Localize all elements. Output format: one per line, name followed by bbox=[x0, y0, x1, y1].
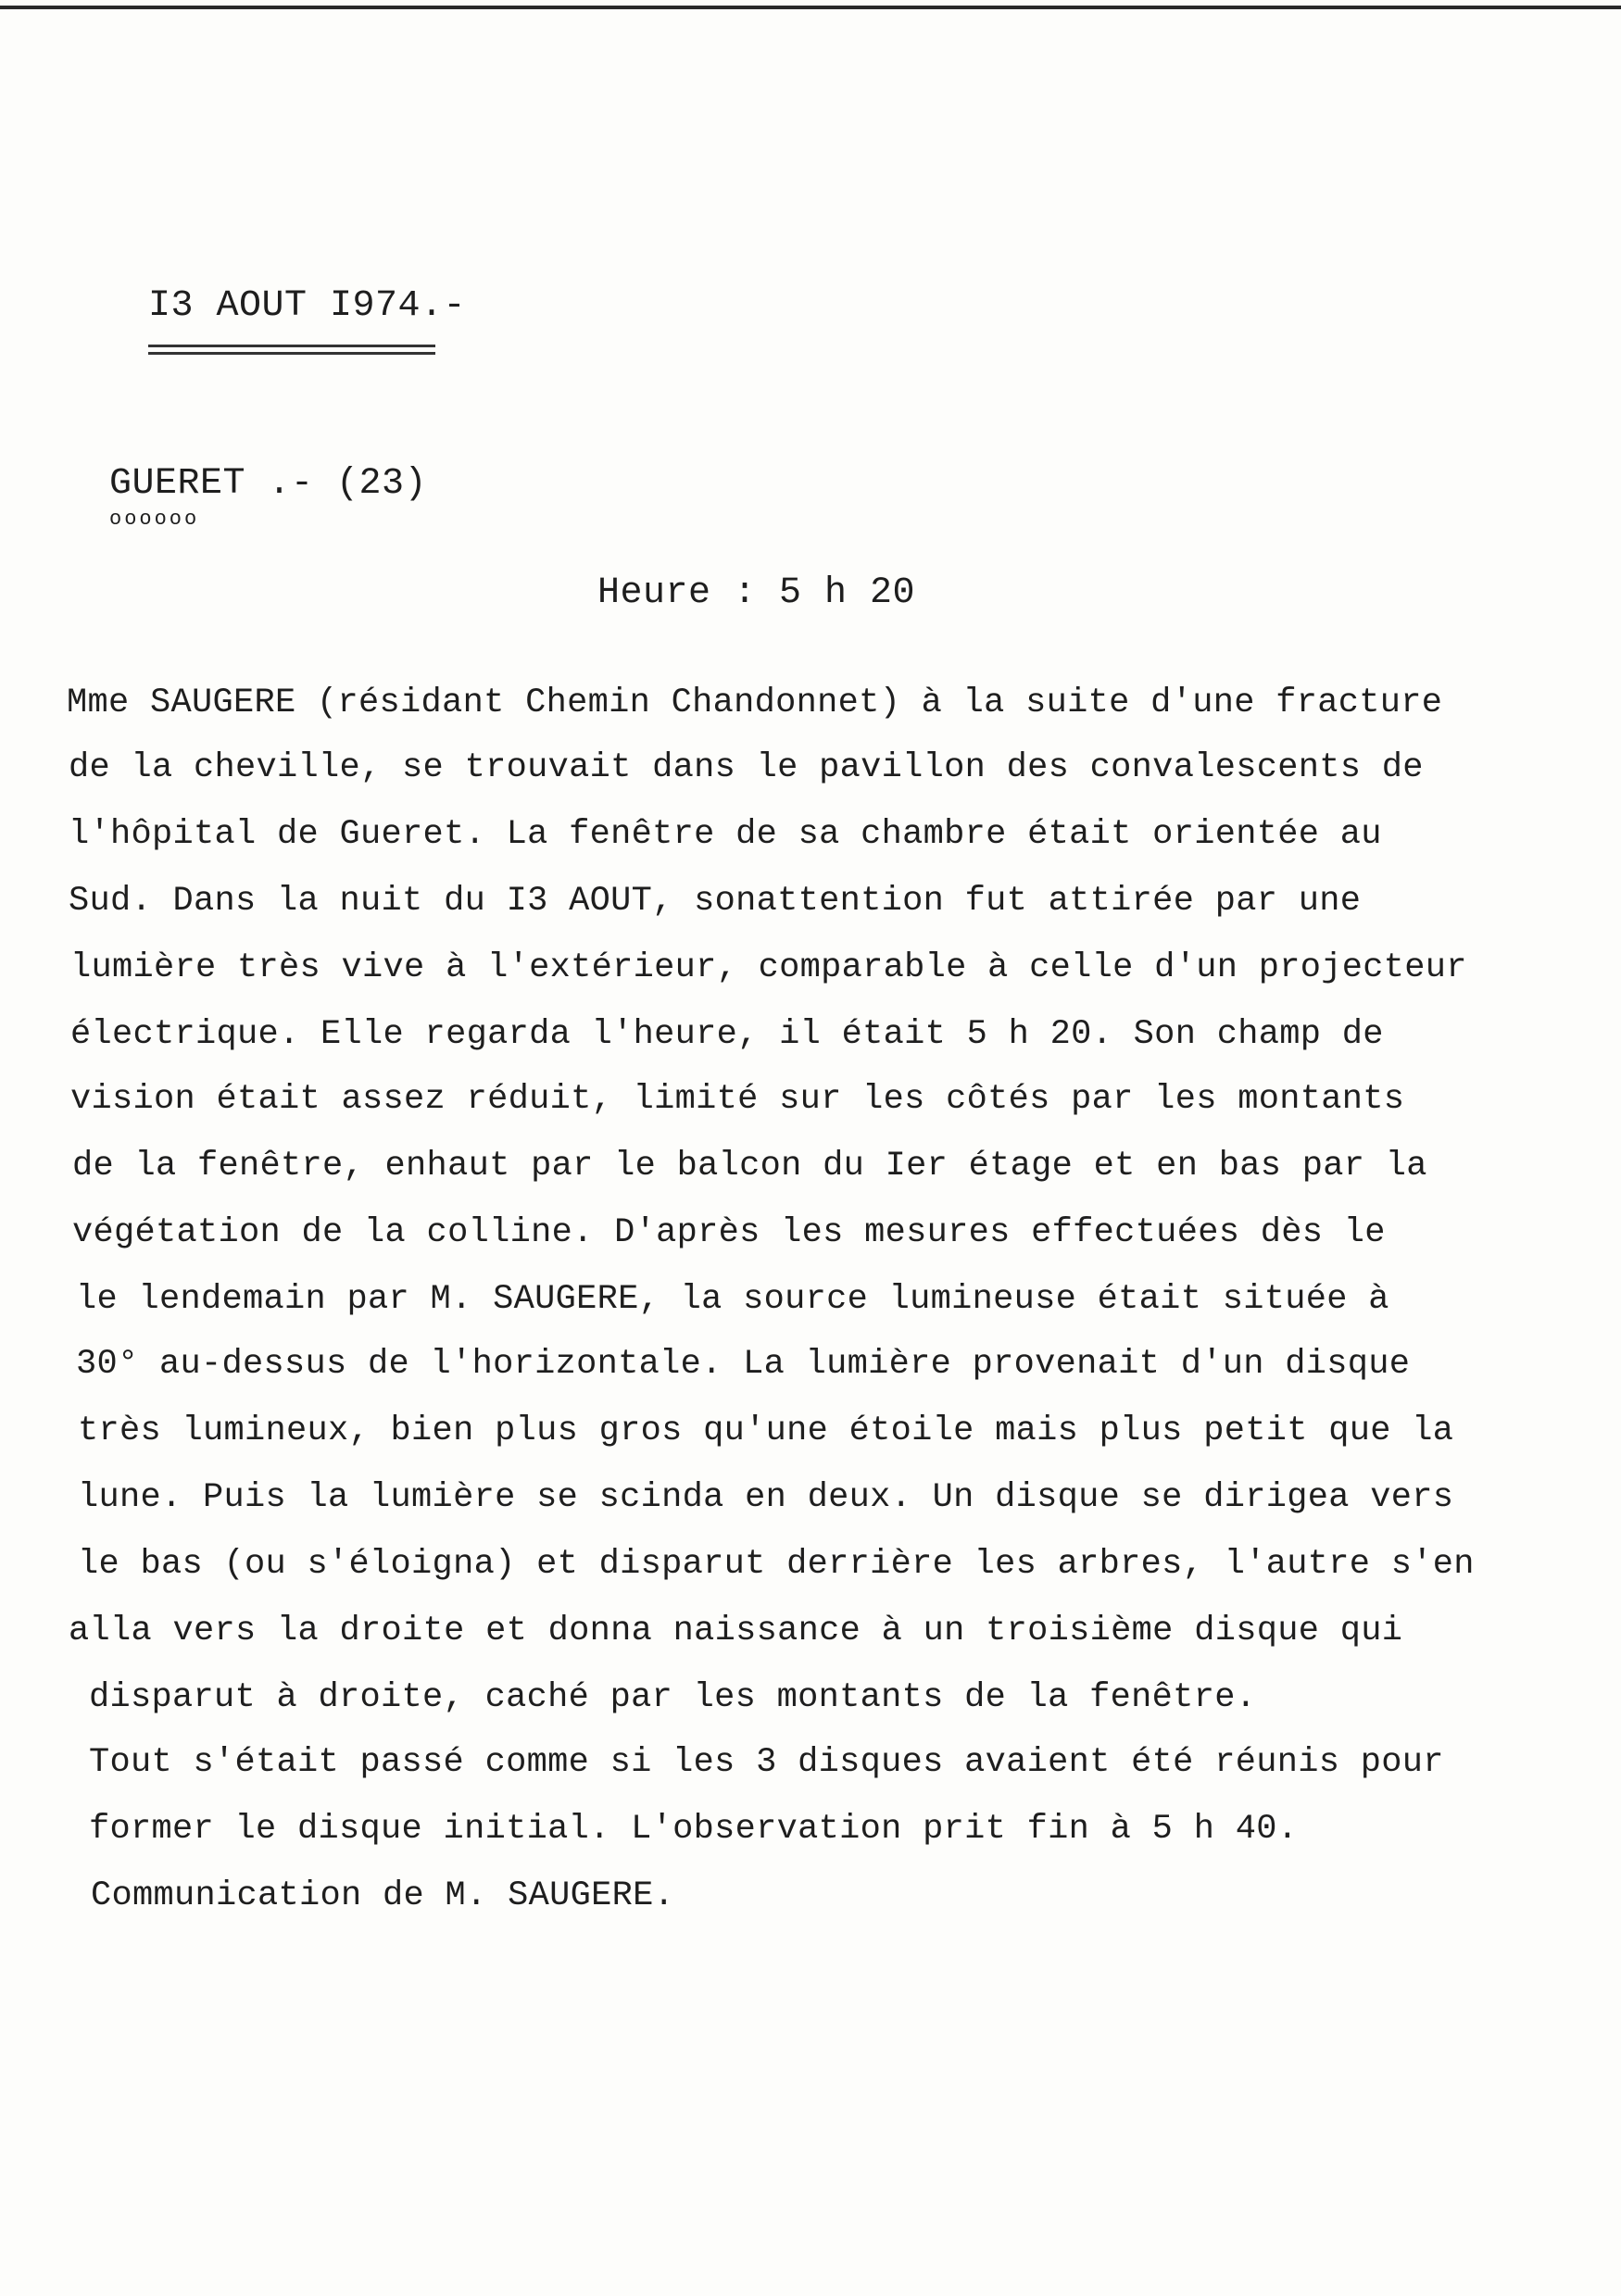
body-line: lumière très vive à l'extérieur, comparable à celle d'un projecteur bbox=[70, 948, 1467, 987]
location-underline-mark: oooooo bbox=[109, 508, 200, 531]
body-line: 30° au-dessus de l'horizontale. La lumière provenait d'un disque bbox=[76, 1345, 1411, 1384]
body-line: Tout s'était passé comme si les 3 disques avaient été réunis pour bbox=[89, 1743, 1444, 1782]
top-border-rule bbox=[0, 6, 1621, 9]
body-line: former le disque initial. L'observation prit fin à 5 h 40. bbox=[89, 1810, 1299, 1849]
body-line: de la cheville, se trouvait dans le pavillon des convalescents de bbox=[69, 748, 1424, 787]
report-time: Heure : 5 h 20 bbox=[597, 572, 916, 614]
body-line: l'hôpital de Gueret. La fenêtre de sa chambre était orientée au bbox=[69, 815, 1382, 854]
body-line: lune. Puis la lumière se scinda en deux. Un disque se dirigea vers bbox=[78, 1478, 1454, 1517]
body-line: Mme SAUGERE (résidant Chemin Chandonnet) à la suite d'une fracture bbox=[67, 684, 1443, 722]
body-line: disparut à droite, caché par les montants de la fenêtre. bbox=[89, 1678, 1257, 1717]
report-location: GUERET .- (23) bbox=[109, 463, 428, 505]
body-line: très lumineux, bien plus gros qu'une étoile mais plus petit que la bbox=[78, 1411, 1454, 1450]
body-line: végétation de la colline. D'après les mesures effectuées dès le bbox=[72, 1213, 1386, 1252]
body-line: alla vers la droite et donna naissance à un troisième disque qui bbox=[69, 1612, 1403, 1650]
date-underline-2 bbox=[148, 352, 435, 355]
body-line: vision était assez réduit, limité sur les côtés par les montants bbox=[70, 1080, 1405, 1119]
report-date: I3 AOUT I974.- bbox=[148, 285, 467, 327]
body-line: Communication de M. SAUGERE. bbox=[91, 1876, 675, 1915]
date-underline-1 bbox=[148, 345, 435, 347]
body-line: électrique. Elle regarda l'heure, il était 5 h 20. Son champ de bbox=[70, 1015, 1384, 1054]
body-line: Sud. Dans la nuit du I3 AOUT, sonattention fut attirée par une bbox=[69, 882, 1362, 921]
body-line: de la fenêtre, enhaut par le balcon du Ier étage et en bas par la bbox=[72, 1147, 1427, 1186]
body-line: le bas (ou s'éloigna) et disparut derrière les arbres, l'autre s'en bbox=[78, 1545, 1475, 1584]
body-line: le lendemain par M. SAUGERE, la source lumineuse était située à bbox=[76, 1280, 1389, 1319]
